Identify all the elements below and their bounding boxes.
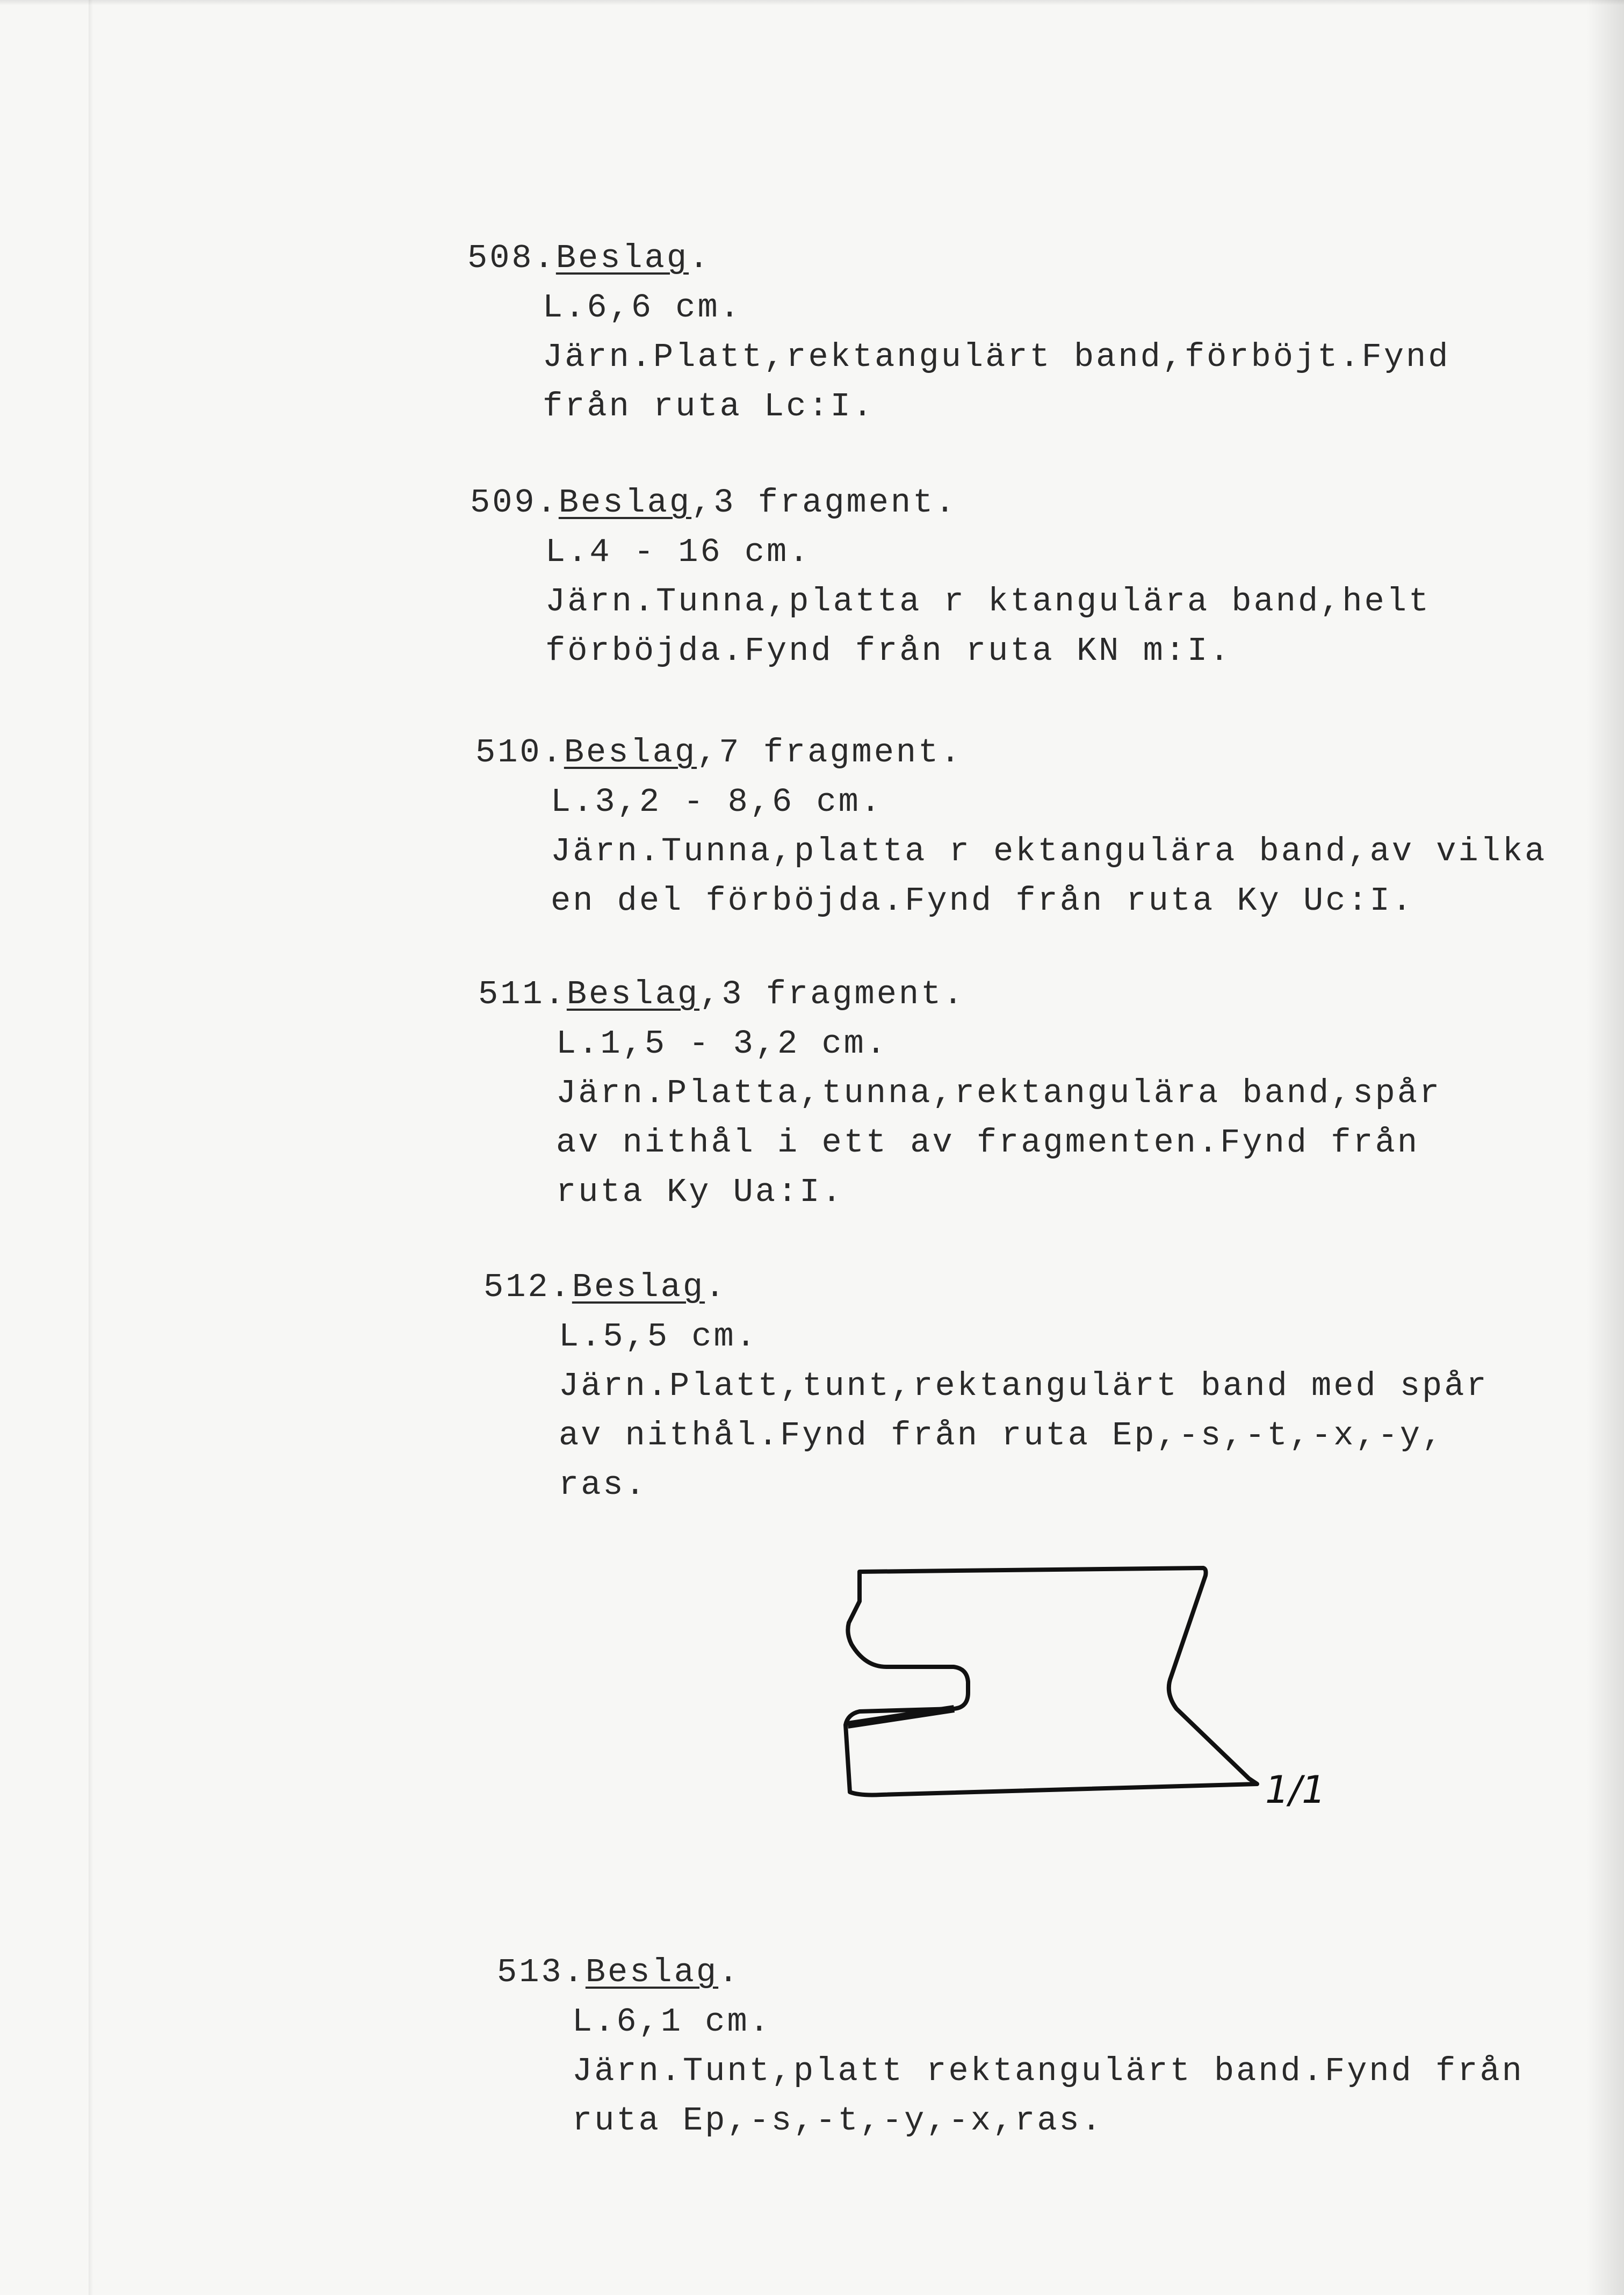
- entry-title-suffix: .: [718, 1953, 741, 1991]
- entry-description-line: ruta Ep,-s,-t,-y,-x,ras.: [572, 2102, 1103, 2140]
- entry-heading: [478, 975, 965, 1013]
- entry-dimension: L.4 - 16 cm.: [545, 533, 811, 571]
- entry-title: Beslag: [558, 484, 692, 522]
- entry-title-suffix: .: [705, 1268, 727, 1306]
- entry-description-line: Järn.Tunna,platta r ktangulära band,helt: [545, 582, 1431, 621]
- entry-number: 513.: [497, 1953, 586, 1991]
- entry-description-line: Järn.Platt,rektangulärt band,förböjt.Fynd: [543, 338, 1450, 376]
- entry-description-line: ras.: [559, 1466, 647, 1504]
- entry-heading: [467, 239, 711, 277]
- entry-dimension: L.6,6 cm.: [543, 289, 742, 327]
- entry-title: Beslag: [564, 733, 697, 772]
- entry-heading: [470, 484, 957, 522]
- entry-description-line: från ruta Lc:I.: [543, 387, 875, 426]
- entry-description-line: Järn.Platta,tunna,rektangulära band,spår: [556, 1074, 1442, 1112]
- entry-title-suffix: ,7 fragment.: [697, 733, 963, 772]
- entry-title: Beslag: [585, 1953, 719, 1991]
- entry-title: Beslag: [572, 1268, 705, 1306]
- page-right-edge: [1586, 0, 1624, 2295]
- entry-description-line: Järn.Tunt,platt rektangulärt band.Fynd från: [572, 2052, 1524, 2090]
- entry-heading: [475, 733, 963, 772]
- entry-title-suffix: .: [689, 239, 711, 277]
- entry-number: 509.: [470, 484, 559, 522]
- artifact-sketch: [827, 1548, 1326, 1838]
- entry-description-line: förböjda.Fynd från ruta KN m:I.: [545, 632, 1232, 670]
- entry-description-line: av nithål.Fynd från ruta Ep,-s,-t,-x,-y,: [559, 1416, 1445, 1455]
- artifact-outline: [846, 1568, 1257, 1795]
- entry-number: 512.: [483, 1268, 572, 1306]
- entry-heading: [483, 1268, 727, 1306]
- entry-dimension: L.5,5 cm.: [559, 1318, 758, 1356]
- entry-number: 511.: [478, 975, 567, 1013]
- entry-title: Beslag: [566, 975, 700, 1013]
- entry-dimension: L.1,5 - 3,2 cm.: [556, 1025, 889, 1063]
- entry-number: 508.: [467, 239, 556, 277]
- page-top-shadow: [0, 0, 1624, 5]
- entry-number: 510.: [475, 733, 564, 772]
- entry-heading: [497, 1953, 740, 1991]
- entry-description-line: ruta Ky Ua:I.: [556, 1173, 844, 1211]
- entry-dimension: L.3,2 - 8,6 cm.: [551, 783, 883, 821]
- scale-label: 1/1: [1265, 1768, 1326, 1812]
- entry-title-suffix: ,3 fragment.: [699, 975, 965, 1013]
- entry-description-line: av nithål i ett av fragmenten.Fynd från: [556, 1124, 1420, 1162]
- entry-description-line: Järn.Tunna,platta r ektangulära band,av vilka: [551, 832, 1547, 870]
- page-left-edge: [89, 0, 93, 2295]
- entry-dimension: L.6,1 cm.: [572, 2003, 771, 2041]
- entry-description-line: en del förböjda.Fynd från ruta Ky Uc:I.: [551, 882, 1414, 920]
- entry-description-line: Järn.Platt,tunt,rektangulärt band med spår: [559, 1367, 1489, 1405]
- entry-title: Beslag: [555, 239, 689, 277]
- entry-title-suffix: ,3 fragment.: [691, 484, 957, 522]
